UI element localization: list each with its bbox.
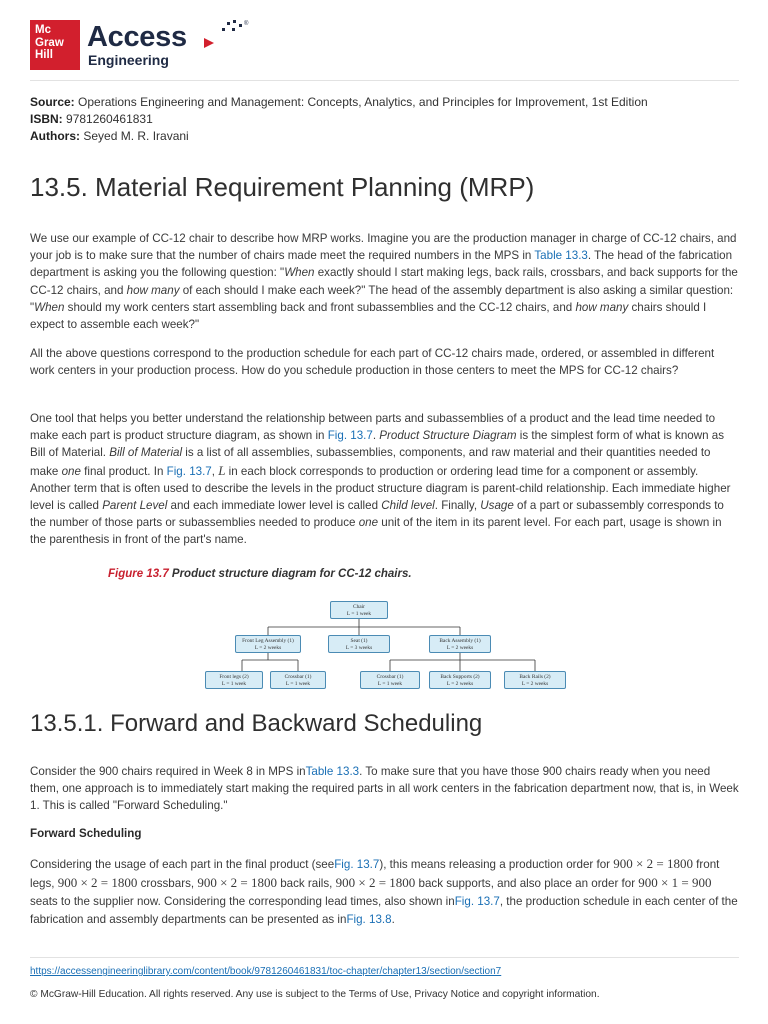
math-expression: 900 × 2 = 1800 xyxy=(613,856,693,871)
logo-line: Hill xyxy=(35,49,53,61)
emphasis: Bill of Material xyxy=(109,446,183,460)
node-chair xyxy=(330,601,388,619)
emphasis: one xyxy=(61,464,81,478)
page-url-link[interactable]: https://accessengineeringlibrary.com/content/book/9781260461831/toc-chapter/chapter13/section/section7 xyxy=(30,966,502,977)
node-seat xyxy=(328,635,390,653)
text: seats to the supplier now. Considering the corresponding lead times, also shown in xyxy=(30,895,455,908)
node-lead-time: L = 1 week xyxy=(285,680,311,687)
math-symbol: L xyxy=(218,462,226,478)
node-crossbar xyxy=(270,671,326,689)
text: front legs, xyxy=(30,858,720,890)
registered-mark: ® xyxy=(244,21,249,27)
isbn-label: ISBN: xyxy=(30,112,63,126)
node-front-leg-assembly xyxy=(235,635,301,653)
forward-scheduling-heading: Forward Scheduling xyxy=(30,827,142,840)
text: back supports, and also place an order for xyxy=(415,877,639,890)
node-lead-time: L = 2 weeks xyxy=(521,680,549,687)
node-crossbar xyxy=(360,671,420,689)
paragraph-production-schedule: All the above questions correspond to the production schedule for each part of CC-12 chairs made, ordered, or assembled in different work centers in your production process. How do you schedule production in those centers to meet the MPS for CC-12 chairs? xyxy=(30,347,715,378)
brand-arrow-icon xyxy=(202,16,252,56)
subsection-title: 13.5.1. Forward and Backward Scheduling xyxy=(30,710,483,737)
emphasis: When xyxy=(284,266,315,280)
text: back rails, xyxy=(276,877,336,890)
node-name: Back Assembly (1) xyxy=(439,638,481,644)
access-engineering-brand[interactable]: Access xyxy=(87,21,187,53)
text: . xyxy=(391,913,395,926)
text: , xyxy=(211,464,219,478)
emphasis: how many xyxy=(575,300,629,314)
text: of a part or subassembly corresponds to the number of those parts or subassemblies needed to produce xyxy=(30,499,724,530)
paragraph-forward-intro xyxy=(30,763,740,815)
node-name: Crossbar (1) xyxy=(284,674,312,680)
figure-caption-text: Product structure diagram for CC-12 chairs. xyxy=(168,568,412,580)
source-line xyxy=(30,94,648,111)
text: is a list of all assemblies, subassemblies, components, and raw material and their quantities needed to make xyxy=(30,446,711,478)
site-header xyxy=(30,14,730,70)
node-lead-time: L = 1 week xyxy=(221,680,247,687)
node-lead-time: L = 2 weeks xyxy=(446,680,474,687)
authors-value: Seyed M. R. Iravani xyxy=(83,129,189,143)
math-expression: 900 × 1 = 900 xyxy=(638,875,712,890)
emphasis: one xyxy=(358,516,379,530)
node-lead-time: L = 3 weeks xyxy=(345,644,373,651)
table-13-3-link[interactable]: Table 13.3 xyxy=(534,249,588,263)
text: unit of the item in its parent level. For each part, usage is shown in the parenthesis in front of the part's name. xyxy=(30,516,722,547)
text: We use our example of CC-12 chair to describe how MRP works. Imagine you are the production manager in charge of CC-12 chairs, and your job is to make sure that the number of chairs made meet the required numbers in the MPS in xyxy=(30,232,737,263)
fig-13-7-link[interactable]: Fig. 13.7 xyxy=(327,429,373,443)
emphasis: Usage xyxy=(480,499,514,513)
text: Considering the usage of each part in the final product (see xyxy=(30,858,335,871)
figure-number: Figure 13.7 xyxy=(108,568,169,580)
source-label: Source: xyxy=(30,95,75,109)
fig-13-7-link[interactable]: Fig. 13.7 xyxy=(454,895,500,908)
text: and each immediate lower level is called xyxy=(167,499,382,513)
math-expression: 900 × 2 = 1800 xyxy=(57,875,138,890)
text: ), this means releasing a production order for xyxy=(379,858,614,871)
emphasis: When xyxy=(34,300,65,314)
text: in each block corresponds to production or ordering lead time for a component or assembly. Another term that is often used to describe the levels in the product structure diagram is parent-child relationship. Each immediate higher level is called xyxy=(30,464,731,513)
emphasis: Product Structure Diagram xyxy=(379,429,517,443)
node-name: Front legs (2) xyxy=(219,674,249,680)
fig-13-7-link[interactable]: Fig. 13.7 xyxy=(166,464,212,478)
authors-line xyxy=(30,128,648,145)
authors-label: Authors: xyxy=(30,129,80,143)
text: chairs should I expect to assemble each week?" xyxy=(30,300,707,332)
node-name: Chair xyxy=(353,604,365,610)
math-expression: 900 × 2 = 1800 xyxy=(335,875,416,890)
text: Consider the 900 chairs required in Week 8 in MPS in xyxy=(30,765,306,778)
node-lead-time: L = 1 week xyxy=(377,680,403,687)
node-name: Front Leg Assembly (1) xyxy=(242,638,294,644)
fig-13-7-link[interactable]: Fig. 13.7 xyxy=(334,858,380,871)
text: final product. In xyxy=(80,464,167,478)
section-title: 13.5. Material Requirement Planning (MRP) xyxy=(30,172,535,202)
access-engineering-subtitle: Engineering xyxy=(88,52,169,68)
text: . To make sure that you have those 900 chairs ready when you need them, one approach is to immediately start making the required parts in all work centers in the fabrication department now, that is, in Week 1. This is called "Forward Scheduling." xyxy=(30,765,739,813)
logo-line: Graw xyxy=(35,36,64,49)
text: One tool that helps you better understand the relationship between parts and subassemblies of a product and the lead time needed to make each part is product structure diagram, as shown in xyxy=(30,412,716,443)
logo-line: Mc xyxy=(35,24,51,36)
text: , the production schedule in each center of the fabrication and assembly departments can be presented as in xyxy=(30,895,738,926)
fig-13-8-link[interactable]: Fig. 13.8 xyxy=(346,913,392,926)
header-divider xyxy=(30,80,739,81)
text: crossbars, xyxy=(137,877,198,890)
node-back-supports xyxy=(429,671,491,689)
emphasis: Child level xyxy=(381,499,435,513)
node-lead-time: L = 1 week xyxy=(346,610,372,617)
paragraph-product-structure xyxy=(30,410,740,549)
text: of each should I make each week?" The head of the assembly department is also asking a similar question: " xyxy=(30,283,734,314)
paragraph-mrp-intro xyxy=(30,230,740,333)
emphasis: how many xyxy=(126,283,180,297)
node-lead-time: L = 2 weeks xyxy=(254,644,282,651)
node-name: Back Rails (2) xyxy=(519,674,551,680)
copyright-notice: © McGraw-Hill Education. All rights reserved. Any use is subject to the Terms of Use, Privacy Notice and copyright information. xyxy=(30,989,600,1000)
book-meta xyxy=(30,94,648,145)
source-value: Operations Engineering and Management: Concepts, Analytics, and Principles for Improvement, 1st Edition xyxy=(78,95,648,109)
text: should my work centers start assembling back and front subassemblies and the CC-12 chairs, and xyxy=(64,300,576,314)
node-name: Crossbar (1) xyxy=(376,674,404,680)
text: . Finally, xyxy=(434,499,481,513)
node-lead-time: L = 2 weeks xyxy=(446,644,474,651)
isbn-line xyxy=(30,111,648,128)
isbn-value: 9781260461831 xyxy=(66,112,153,126)
text: exactly should I start making legs, back rails, crossbars, and back supports for the CC-12 chairs, and xyxy=(30,266,738,297)
node-name: Seat (1) xyxy=(350,638,368,644)
node-back-assembly xyxy=(429,635,491,653)
table-13-3-link[interactable]: Table 13.3 xyxy=(305,765,360,778)
node-name: Back Supports (2) xyxy=(440,674,480,680)
node-front-legs xyxy=(205,671,263,689)
math-expression: 900 × 2 = 1800 xyxy=(197,875,277,890)
node-back-rails xyxy=(504,671,566,689)
text: is the simplest form of what is known as Bill of Material. xyxy=(30,429,725,460)
text: . xyxy=(372,429,380,443)
figure-caption xyxy=(108,568,412,580)
text: . The head of the fabrication department is asking you the following question: " xyxy=(30,249,733,280)
emphasis: Parent Level xyxy=(102,499,168,513)
paragraph-forward-scheduling xyxy=(30,855,740,929)
mcgraw-hill-logo[interactable] xyxy=(30,20,80,70)
footer-divider xyxy=(30,957,739,958)
